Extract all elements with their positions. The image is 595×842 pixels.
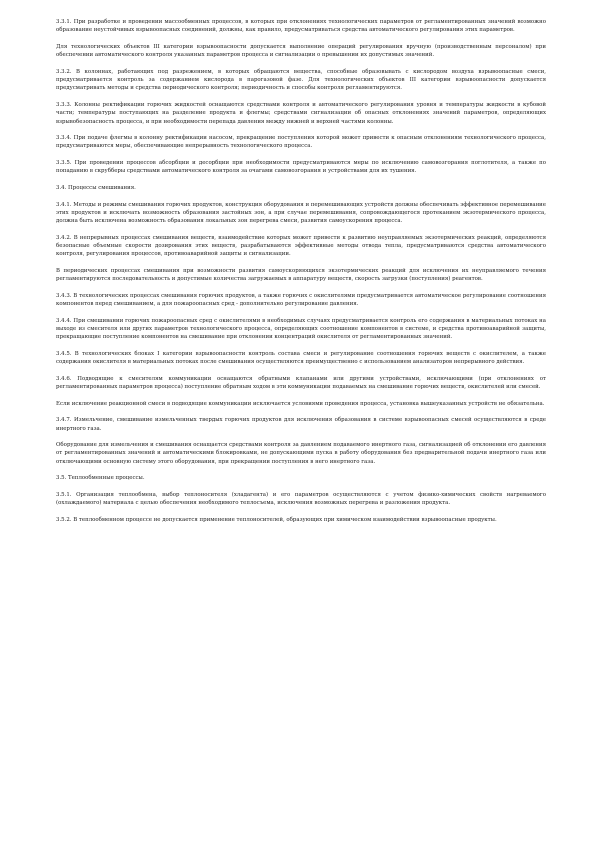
- paragraph-3-4-6: 3.4.6. Подводящие к смесителям коммуникации оснащаются обратными клапанами или другими устройствами, исключающими (при отклонениях от регламентированных параметров процесса) поступление обратным ходом в эти коммуникации подаваемых на смешивание горючих веществ, окислителей или смесей.: [56, 375, 546, 391]
- section-heading-3-4: 3.4. Процессы смешивания.: [56, 184, 136, 191]
- paragraph-3-4-5: 3.4.5. В технологических блоках I категории взрывоопасности контроль состава смеси и регулирование соотношения горючих веществ с окислителем, а также содержания окислителя в материальных потоках после смешивания осуществляются преимущественно с использованием анализаторов непрерывного действия.: [56, 350, 546, 366]
- paragraph-3-4-3: 3.4.3. В технологических процессах смешивания горючих продуктов, а также горючих с окислителями предусматривается автоматическое регулирование соотношения компонентов перед смешиванием, а для пожароопасных сред - дополнительно регулирование давления.: [56, 292, 546, 308]
- paragraph-3-4-2: 3.4.2. В непрерывных процессах смешивания веществ, взаимодействие которых может привести к развитию неуправляемых экзотермических реакций, определяются безопасные объемные скорости дозирования этих веществ, разрабатываются эффективные методы отвода тепла, предусматриваются средства автоматического контроля, регулирования процессов, противоаварийной защиты и сигнализации.: [56, 234, 546, 258]
- paragraph-3-3-1: 3.3.1. При разработке и проведении массообменных процессов, в которых при отклонениях технологических параметров от регламентированных значений возможно образование неустойчивых взрывоопасных соединений, должны, как правило, предусматриваться средства автоматического регулирования этих параметров.: [56, 19, 546, 34]
- paragraph-3-3-1-note: Для технологических объектов III категории взрывоопасности допускается выполнение операций регулирования вручную (производственным персоналом) при обеспечении автоматического контроля указанных параметров процесса и сигнализации о превышении их допустимых значений.: [56, 43, 546, 59]
- paragraph-3-4-7: 3.4.7. Измельчение, смешивание измельченных твердых горючих продуктов для исключения образования в системе взрывоопасных смесей осуществляются в среде инертного газа.: [56, 417, 546, 432]
- paragraph-3-3-3: 3.3.3. Колонны ректификации горючих жидкостей оснащаются средствами контроля и автоматического регулирования уровня и температуры жидкости в кубовой части; температуры поступающих на разделение продукта и флегмы; средствами сигнализации об опасных отклонениях значений параметров, определяющих взрывобезопасность процесса, и при необходимости перепада давления между нижней и верхней частями колонны.: [56, 101, 546, 125]
- paragraph-3-4-6-note: Если исключение реакционной смеси в подводящие коммуникации исключается условиями проведения процесса, установка вышеуказанных устройств не обязательна.: [56, 400, 545, 407]
- paragraph-3-4-2-note: В периодических процессах смешивания при возможности развития самоускоряющихся экзотермических реакций для исключения их неуправляемого течения регламентируются последовательность и допустимые количества загружаемых в аппаратуру веществ, скорость загрузки (поступления) реагентов.: [56, 267, 546, 283]
- paragraph-3-4-7-note: Оборудование для измельчения и смешивания оснащается средствами контроля за давлением подаваемого инертного газа, сигнализацией об отклонении его давления от регламентированных значений и автоматическими блокировками, не допускающими пуска в работу оборудования без предварительной подачи инертного газа или отключающими основную систему этого оборудования, при прекращении поступления в него инертного газа.: [56, 442, 546, 465]
- paragraph-3-4-1: 3.4.1. Методы и режимы смешивания горючих продуктов, конструкция оборудования и перемешивающих устройств должны обеспечивать эффективное перемешивание этих продуктов и исключать возможность образования застойных зон, а при случае перемешивания, сопровождающегося протеканием экзотермического процесса, должна быть исключена возможность образования локальных зон перегрева смеси, развития самоускорения процесса.: [56, 201, 546, 225]
- paragraph-3-5-1: 3.5.1. Организация теплообмена, выбор теплоносителя (хладагента) и его параметров осуществляются с учетом физико-химических свойств нагреваемого (охлаждаемого) материала с целью обеспечения необходимого теплосъема, исключения возможных перегрева и разложения продукта.: [56, 491, 546, 507]
- paragraph-3-5-2: 3.5.2. В теплообменном процессе не допускается применение теплоносителей, образующих при химическом взаимодействии взрывоопасные продукты.: [56, 516, 497, 523]
- paragraph-3-3-2: 3.3.2. В колоннах, работающих под разрежением, в которых обращаются вещества, способные образовывать с кислородом воздуха взрывоопасные смеси, предусматривается контроль за содержанием кислорода в парогазовой фазе. Для технологических объектов III категории взрывоопасности допускается предусматривать методы и средства периодического контроля; периодичность и способы контроля регламентируются.: [56, 68, 546, 92]
- paragraph-3-3-4: 3.3.4. При подаче флегмы в колонну ректификации насосом, прекращение поступления которой может привести к опасным отклонениям технологического процесса, предусматриваются меры, обеспечивающие непрерывность технологического процесса.: [56, 135, 546, 150]
- document-body: [56, 18, 546, 532]
- paragraph-3-3-5: 3.3.5. При проведении процессов абсорбции и десорбции при необходимости предусматриваются меры по исключению самовозгорания поглотителя, а также по попаданию в скрубберы средствами автоматического контроля за очагами самовозгорания и устройствами для их тушения.: [56, 160, 546, 175]
- paragraph-3-4-4: 3.4.4. При смешивании горючих пожароопасных сред с окислителями в необходимых случаях предусматривается контроль его содержания в материальных потоках на выходе из смесителя или других параметров технологического процесса, определяющих соотношение компонентов в системе, и средства противоаварийной защиты, прекращающие поступление компонентов на смешивание при отклонении концентраций окислителя от регламентированных значений.: [56, 317, 546, 341]
- section-heading-3-5: 3.5. Теплообменные процессы.: [56, 475, 145, 482]
